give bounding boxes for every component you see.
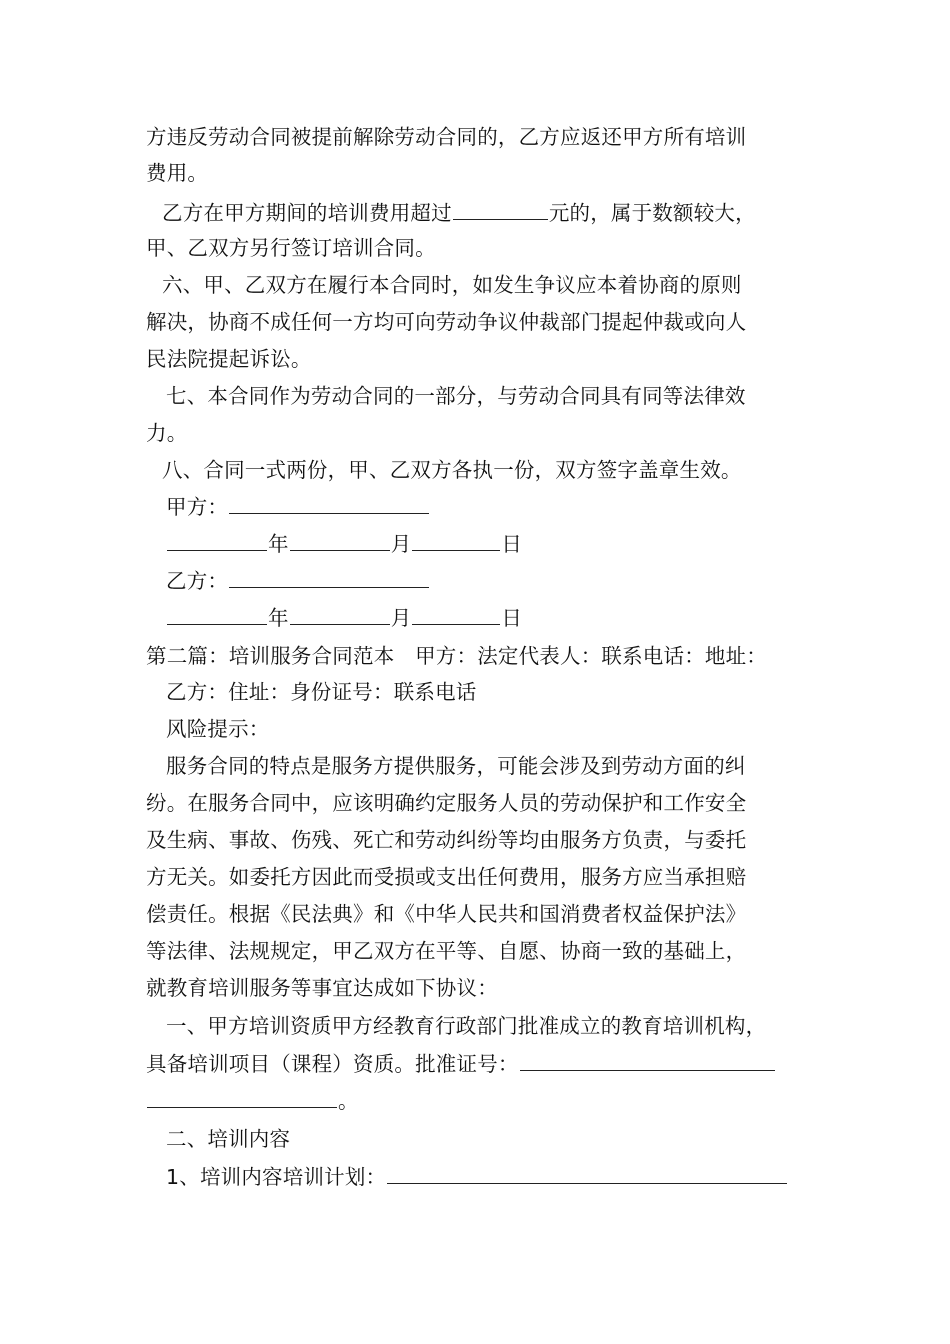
month-label: 月: [390, 606, 412, 630]
section-heading: 第二篇：培训服务合同范本 甲方：法定代表人：联系电话：地址：: [146, 644, 767, 668]
paragraph-line: 解决，协商不成任何一方均可向劳动争议仲裁部门提起仲裁或向人: [146, 310, 747, 334]
training-plan-blank: [387, 1163, 787, 1184]
clause-6: 六、甲、乙双方在履行本合同时，如发生争议应本着协商的原则: [162, 273, 742, 297]
clause-1: 一、甲方培训资质甲方经教育行政部门批准成立的教育培训机构，: [166, 1014, 767, 1038]
text-span: 元的，属于数额较大，: [548, 201, 756, 225]
paragraph-line: 方无关。如委托方因此而受损或支出任何费用，服务方应当承担赔: [146, 865, 747, 889]
party-b-label: 乙方：: [166, 569, 229, 593]
paragraph-line: 费用。: [146, 161, 209, 185]
date-line-b: [166, 604, 522, 631]
paragraph-line: 就教育培训服务等事宜达成如下协议：: [146, 976, 498, 1000]
day-label: 日: [501, 532, 523, 556]
fill-blank-amount: [453, 199, 548, 220]
party-a-signature-line: [166, 493, 430, 520]
clause-7: 七、本合同作为劳动合同的一部分，与劳动合同具有同等法律效: [166, 384, 746, 408]
day-label: 日: [501, 606, 523, 630]
paragraph-line: 方违反劳动合同被提前解除劳动合同的，乙方应返还甲方所有培训: [146, 125, 747, 149]
approval-number-blank-cont: [147, 1087, 337, 1108]
date-line-a: [166, 530, 522, 557]
clause-2-heading: 二、培训内容: [166, 1127, 291, 1151]
year-label: 年: [268, 606, 289, 630]
paragraph-line: 乙方：住址：身份证号：联系电话: [166, 680, 477, 704]
text-span: 乙方在甲方期间的培训费用超过: [162, 201, 452, 225]
paragraph-line: [162, 199, 756, 226]
approval-number-continuation: [146, 1087, 359, 1114]
paragraph-line: 甲、乙双方另行签订培训合同。: [146, 236, 436, 260]
paragraph-line: 等法律、法规规定，甲乙双方在平等、自愿、协商一致的基础上，: [146, 939, 747, 963]
day-blank: [412, 530, 500, 551]
party-a-label: 甲方：: [166, 495, 229, 519]
day-blank: [412, 604, 500, 625]
year-blank: [167, 530, 267, 551]
risk-notice-heading: 风险提示：: [166, 717, 270, 741]
approval-number-line: [146, 1050, 776, 1077]
text-span: 1、培训内容培训计划：: [166, 1165, 387, 1189]
text-span: 。: [338, 1089, 359, 1113]
paragraph-line: 民法院提起诉讼。: [146, 347, 312, 371]
party-b-blank: [229, 567, 429, 588]
paragraph-line: 服务合同的特点是服务方提供服务，可能会涉及到劳动方面的纠: [166, 754, 746, 778]
party-b-signature-line: [166, 567, 430, 594]
party-a-blank: [229, 493, 429, 514]
month-blank: [290, 530, 390, 551]
month-blank: [290, 604, 390, 625]
training-plan-line: [166, 1163, 788, 1190]
month-label: 月: [390, 532, 412, 556]
paragraph-line: 力。: [146, 421, 188, 445]
year-label: 年: [268, 532, 289, 556]
text-span: 具备培训项目（课程）资质。批准证号：: [146, 1052, 519, 1076]
paragraph-line: 纷。在服务合同中，应该明确约定服务人员的劳动保护和工作安全: [146, 791, 747, 815]
year-blank: [167, 604, 267, 625]
paragraph-line: 偿责任。根据《民法典》和《中华人民共和国消费者权益保护法》: [146, 902, 747, 926]
approval-number-blank: [520, 1050, 775, 1071]
clause-8: 八、合同一式两份，甲、乙双方各执一份，双方签字盖章生效。: [162, 458, 742, 482]
paragraph-line: 及生病、事故、伤残、死亡和劳动纠纷等均由服务方负责，与委托: [146, 828, 747, 852]
